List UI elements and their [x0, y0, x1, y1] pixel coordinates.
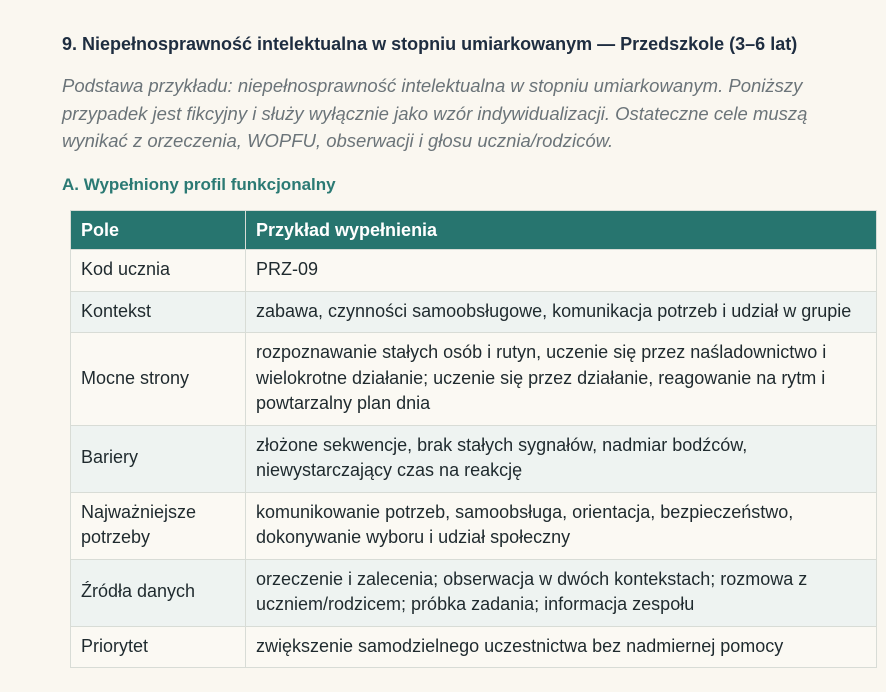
- row-field: Źródła danych: [71, 559, 246, 626]
- row-value: zabawa, czynności samoobsługowe, komunikacja potrzeb i udział w grupie: [246, 291, 877, 333]
- header-example: Przykład wypełnienia: [246, 211, 877, 250]
- table-row: [71, 425, 877, 492]
- table-header-row: [71, 211, 877, 250]
- row-value: rozpoznawanie stałych osób i rutyn, uczenie się przez naśladownictwo i wielokrotne działanie; uczenie się przez działanie, reagowanie na rytm i powtarzalny plan dnia: [246, 333, 877, 426]
- row-field: Kontekst: [71, 291, 246, 333]
- table-row: [71, 291, 877, 333]
- row-value: orzeczenie i zalecenia; obserwacja w dwóch kontekstach; rozmowa z uczniem/rodzicem; próbka zadania; informacja zespołu: [246, 559, 877, 626]
- table-row: [71, 250, 877, 292]
- row-field: Najważniejsze potrzeby: [71, 492, 246, 559]
- table-row: [71, 492, 877, 559]
- intro-paragraph: Podstawa przykładu: niepełnosprawność intelektualna w stopniu umiarkowanym. Poniższy przypadek jest fikcyjny i służy wyłącznie jako wzór indywidualizacji. Ostateczne cele muszą wynikać z orzeczenia, WOPFU, obserwacji i głosu ucznia/rodziców.: [62, 75, 808, 151]
- functional-profile-table: [70, 210, 877, 668]
- row-value: PRZ-09: [246, 250, 877, 292]
- section-title: 9. Niepełnosprawność intelektualna w stopniu umiarkowanym — Przedszkole (3–6 lat): [62, 34, 798, 54]
- row-field: Priorytet: [71, 626, 246, 668]
- row-value: złożone sekwencje, brak stałych sygnałów, nadmiar bodźców, niewystarczający czas na reakcję: [246, 425, 877, 492]
- functional-profile-table-wrapper: [70, 210, 876, 668]
- header-field: Pole: [71, 211, 246, 250]
- row-field: Mocne strony: [71, 333, 246, 426]
- table-row: [71, 333, 877, 426]
- subsection-title: A. Wypełniony profil funkcjonalny: [62, 175, 336, 194]
- row-value: zwiększenie samodzielnego uczestnictwa bez nadmiernej pomocy: [246, 626, 877, 668]
- row-field: Kod ucznia: [71, 250, 246, 292]
- row-field: Bariery: [71, 425, 246, 492]
- row-value: komunikowanie potrzeb, samoobsługa, orientacja, bezpieczeństwo, dokonywanie wyboru i udział społeczny: [246, 492, 877, 559]
- table-row: [71, 559, 877, 626]
- table-row: [71, 626, 877, 668]
